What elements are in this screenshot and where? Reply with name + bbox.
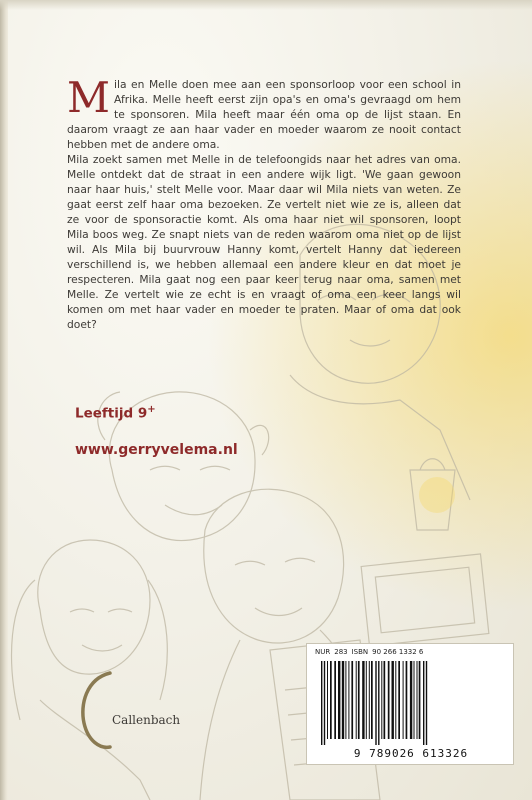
barcode-bar <box>342 661 344 739</box>
blurb-paragraph-2: Mila zoekt samen met Melle in de telefoongids naar het adres van oma. Melle ontdekt dat de straat in een andere wijk ligt. 'We gaan gewoon naar haar huis,' stelt Melle voor. Maar daar wil Mila niets van weten. Ze gaat eerst zelf haar oma bezoeken. Ze vertelt niet wie ze is, alleen dat ze voor de sponsoractie komt. Als oma haar niet wil sponsoren, loopt Mila boos weg. Ze snapt niets van de reden waarom oma niet op de lijst wil. Als Mila bij buurvrouw Hanny komt, vertelt Hanny dat iedereen verschillend is, we hebben allemaal een andere kleur en dat moet je respecteren. Mila gaat nog een paar keer terug naar oma, samen met Melle. Ze vertelt wie ze echt is en vraagt of oma een keer langs wil komen om met haar vader en moeder te praten. Maar of oma dat ook doet? <box>67 153 461 331</box>
publisher-c-mark-icon <box>74 665 114 753</box>
barcode-bar <box>410 661 412 739</box>
author-website[interactable]: www.gerryvelema.nl <box>75 442 238 458</box>
barcode-bar <box>423 661 424 745</box>
barcode-bar <box>414 661 415 739</box>
publisher-logo <box>70 665 210 755</box>
barcode-bar <box>321 661 322 745</box>
blurb-text <box>67 73 461 332</box>
drop-cap: M <box>67 73 111 122</box>
barcode-bar <box>426 661 427 745</box>
age-label: Leeftijd <box>75 405 134 422</box>
barcode-bars-icon <box>319 661 503 745</box>
barcode-bar <box>358 661 360 739</box>
barcode-bar <box>324 661 325 745</box>
barcode-bar <box>356 661 357 739</box>
barcode-bar <box>371 661 373 739</box>
blurb-paragraph-1: ila en Melle doen mee aan een sponsorloop voor een school in Afrika. Melle heeft eerst zijn opa's en oma's gevraagd om hem te sponsoren. Mila heeft maar één oma op de lijst staan. En daarom vraagt ze aan haar vader en moeder waarom ze nooit contact hebben met de andere oma. <box>67 78 461 151</box>
barcode-bar <box>338 661 340 739</box>
age-recommendation <box>75 404 156 422</box>
barcode-bar <box>334 661 336 739</box>
barcode-bar <box>398 661 400 739</box>
barcode-bar <box>366 661 367 739</box>
barcode-bar <box>384 661 386 739</box>
age-value: 9 <box>137 405 148 422</box>
barcode-bar <box>378 661 379 745</box>
isbn-barcode-block <box>306 643 514 765</box>
barcode-digits: 9 789026 613326 <box>353 747 469 760</box>
barcode-bar <box>345 661 346 739</box>
age-suffix: + <box>147 404 156 415</box>
barcode-bar <box>419 661 421 739</box>
girl-with-ponytail-sketch <box>38 540 150 674</box>
barcode-bar <box>403 661 404 739</box>
picture-frame-sketch <box>361 554 489 646</box>
barcode-bar <box>327 661 328 739</box>
barcode-bar <box>351 661 353 739</box>
nur-value: 283 <box>334 648 348 656</box>
nur-label: NUR <box>315 648 331 656</box>
barcode-bar <box>381 661 382 739</box>
isbn-label: ISBN <box>351 648 369 656</box>
barcode-bar <box>395 661 396 739</box>
boy-sketch <box>204 489 344 643</box>
barcode-bar <box>369 661 370 739</box>
barcode-bar <box>417 661 418 739</box>
barcode-bar <box>362 661 364 739</box>
barcode-bar <box>388 661 390 739</box>
barcode-bar <box>392 661 394 739</box>
barcode-bar <box>406 661 408 739</box>
isbn-value: 90 266 1332 6 <box>372 648 424 656</box>
barcode-bar <box>375 661 376 745</box>
barcode-header <box>315 648 427 656</box>
barcode-bar <box>330 661 332 739</box>
publisher-name: Callenbach <box>112 713 181 727</box>
barcode-bar <box>348 661 349 739</box>
